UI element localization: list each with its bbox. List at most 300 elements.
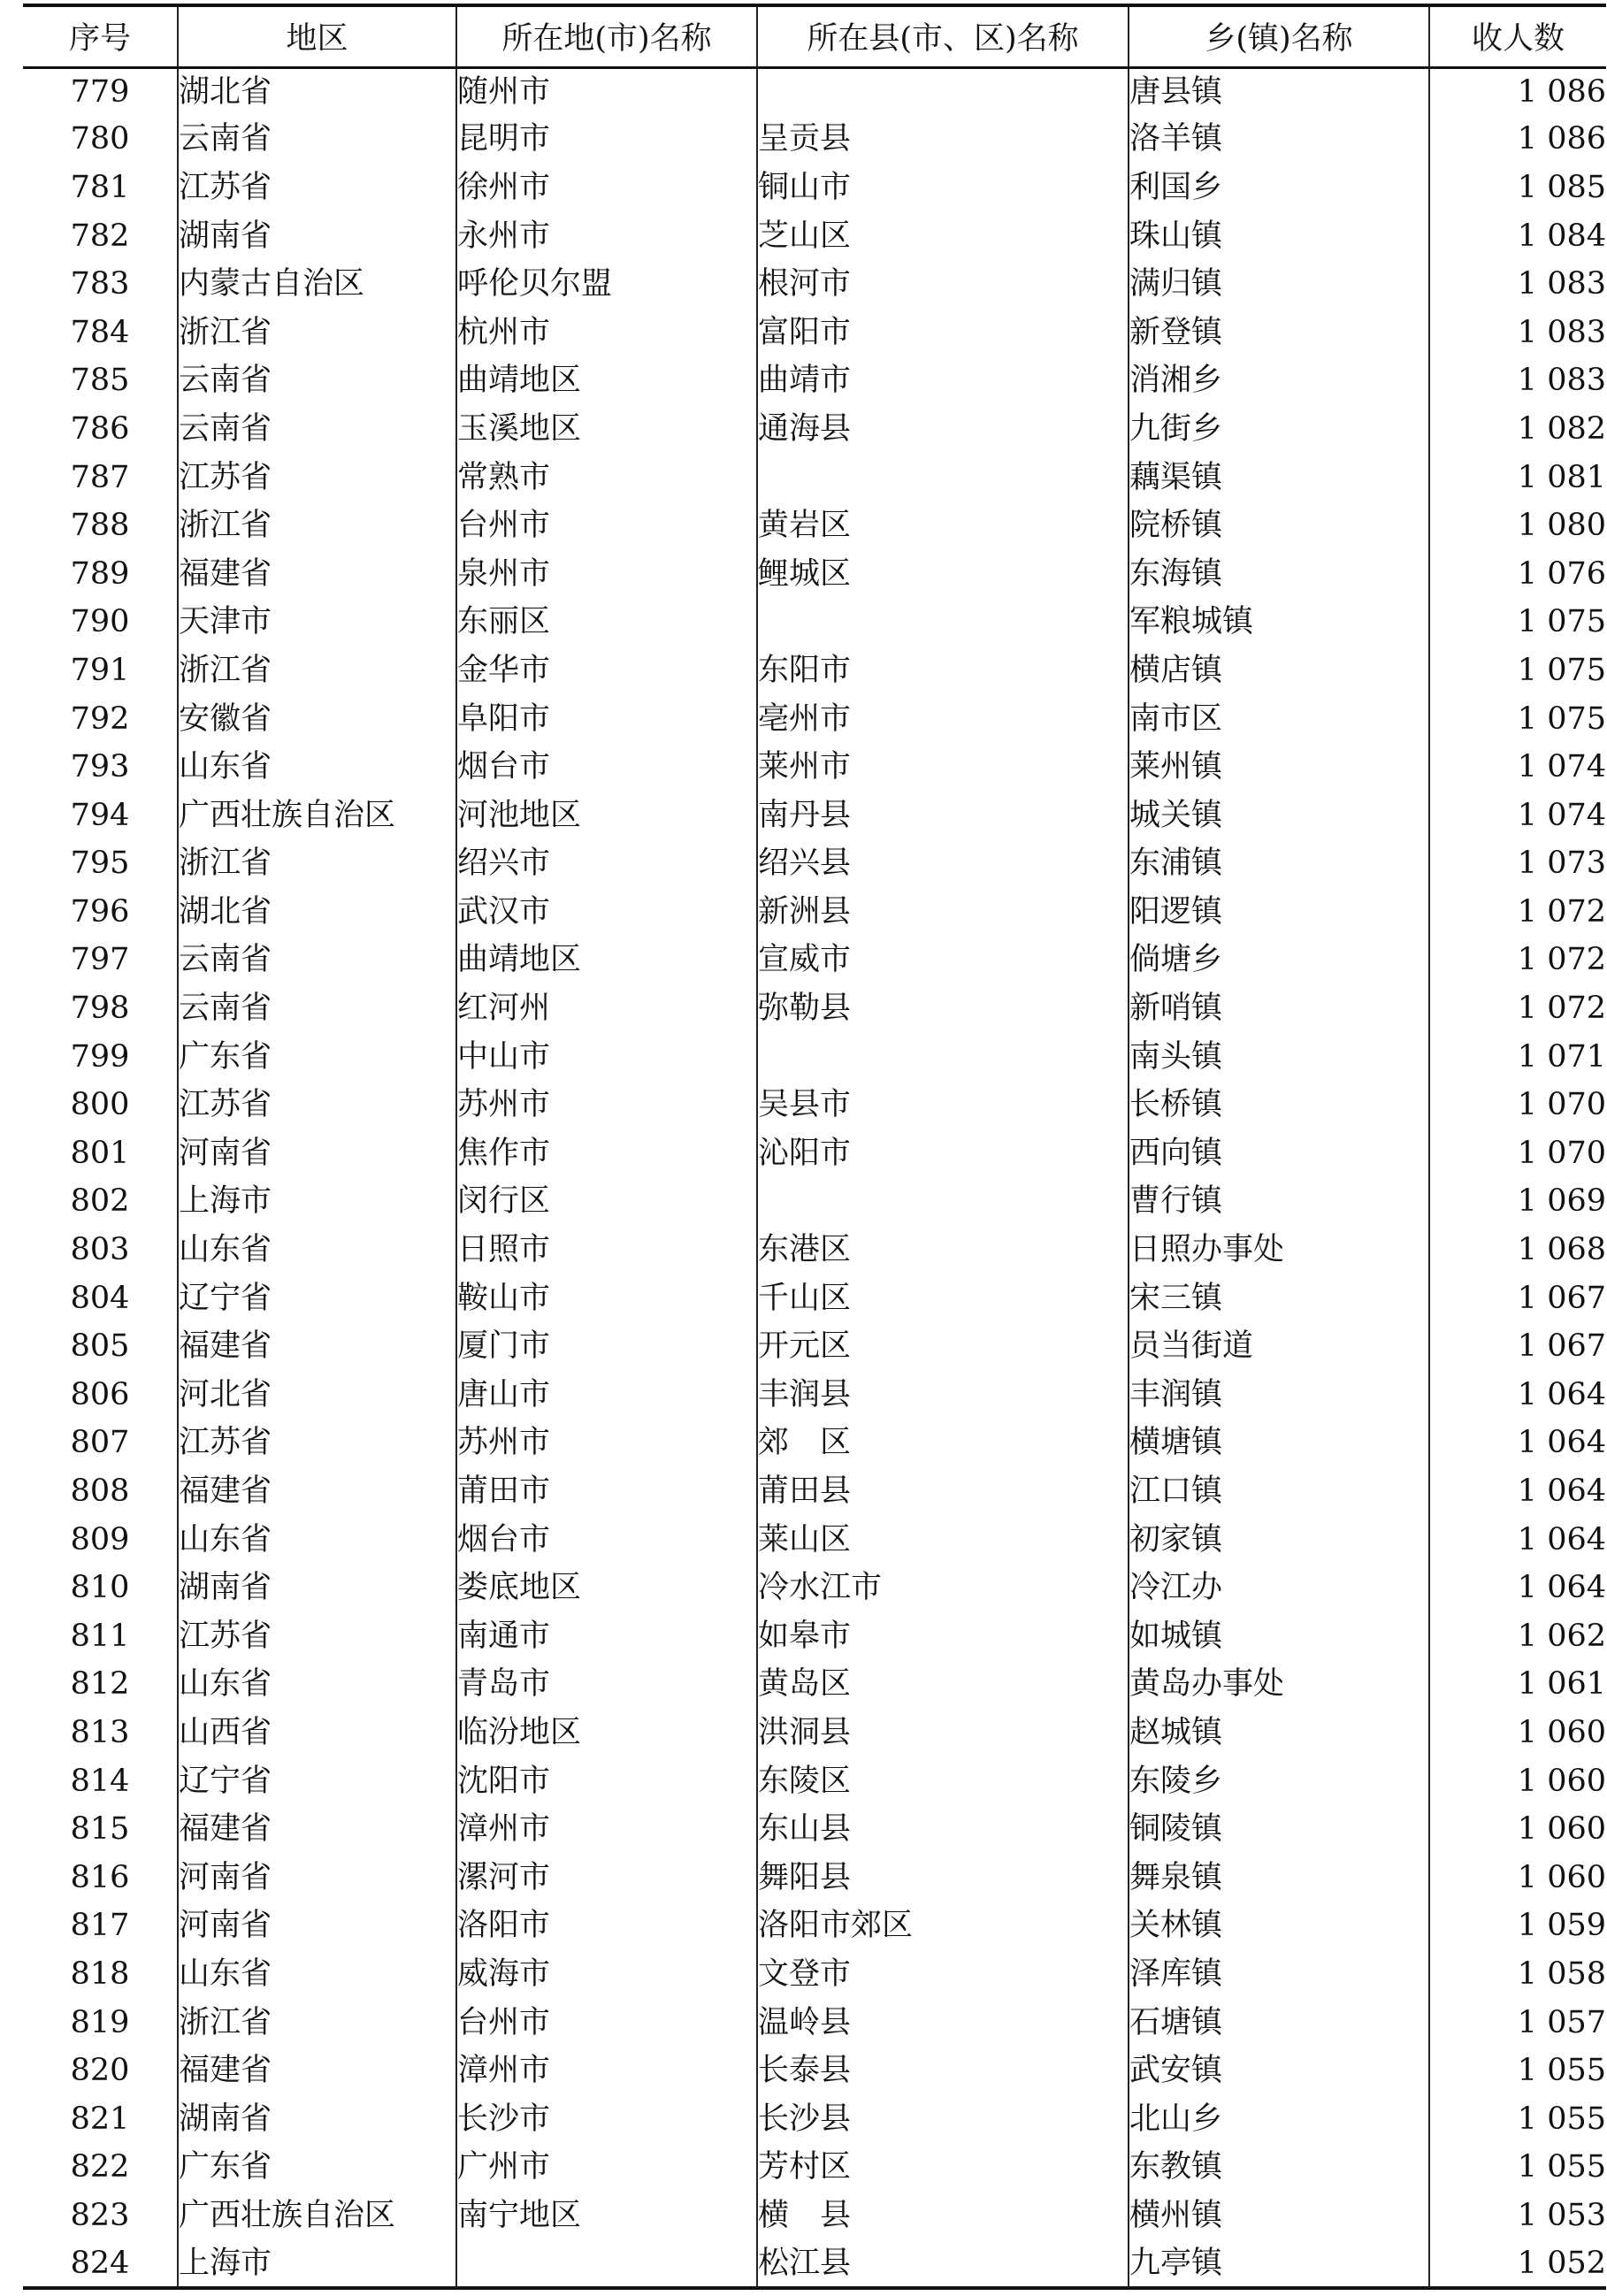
income-cell: 1 086: [1429, 67, 1606, 116]
town-cell: 珠山镇: [1129, 212, 1429, 261]
region-cell: 云南省: [178, 357, 456, 406]
seq-cell: 822: [23, 2144, 178, 2193]
county-cell: 亳州市: [757, 695, 1129, 744]
table-row: [23, 1757, 1606, 1806]
city-cell: [456, 2240, 757, 2289]
county-cell: 黄岛区: [757, 1661, 1129, 1710]
county-cell: 根河市: [757, 260, 1129, 309]
income-cell: 1 068: [1429, 1226, 1606, 1274]
county-cell: 吴县市: [757, 1081, 1129, 1129]
seq-cell: 815: [23, 1805, 178, 1854]
region-cell: 广东省: [178, 1033, 456, 1082]
income-cell: 1 053: [1429, 2192, 1606, 2240]
region-cell: 山东省: [178, 743, 456, 792]
region-cell: 浙江省: [178, 647, 456, 695]
county-cell: [757, 454, 1129, 502]
seq-cell: 790: [23, 599, 178, 647]
income-cell: 1 084: [1429, 212, 1606, 261]
city-cell: 随州市: [456, 67, 757, 116]
region-cell: 河南省: [178, 1129, 456, 1178]
table-row: [23, 2192, 1606, 2240]
table-row: [23, 1226, 1606, 1274]
income-cell: 1 072: [1429, 984, 1606, 1033]
seq-cell: 824: [23, 2240, 178, 2289]
table-body: [23, 67, 1606, 2288]
city-cell: 漳州市: [456, 2047, 757, 2095]
town-cell: 东陵乡: [1129, 1757, 1429, 1806]
seq-cell: 821: [23, 2095, 178, 2144]
header-county: 所在县(市、区)名称: [757, 5, 1129, 67]
region-cell: 湖北省: [178, 67, 456, 116]
region-cell: 江苏省: [178, 1081, 456, 1129]
county-cell: 莱山区: [757, 1516, 1129, 1565]
table-row: [23, 599, 1606, 647]
seq-cell: 818: [23, 1950, 178, 1999]
table-row: [23, 984, 1606, 1033]
region-cell: 广西壮族自治区: [178, 2192, 456, 2240]
city-cell: 金华市: [456, 647, 757, 695]
town-cell: 东浦镇: [1129, 840, 1429, 889]
town-cell: 院桥镇: [1129, 501, 1429, 550]
city-cell: 洛阳市: [456, 1902, 757, 1951]
county-cell: 黄岩区: [757, 501, 1129, 550]
county-cell: 呈贡县: [757, 116, 1129, 165]
seq-cell: 802: [23, 1178, 178, 1227]
income-cell: 1 064: [1429, 1516, 1606, 1565]
table-row: [23, 695, 1606, 744]
city-cell: 昆明市: [456, 116, 757, 165]
seq-cell: 793: [23, 743, 178, 792]
seq-cell: 812: [23, 1661, 178, 1710]
town-cell: 满归镇: [1129, 260, 1429, 309]
income-cell: 1 072: [1429, 888, 1606, 937]
table-row: [23, 2240, 1606, 2289]
city-cell: 红河州: [456, 984, 757, 1033]
county-cell: 丰润县: [757, 1371, 1129, 1420]
seq-cell: 816: [23, 1854, 178, 1902]
seq-cell: 803: [23, 1226, 178, 1274]
city-cell: 沈阳市: [456, 1757, 757, 1806]
county-cell: 东港区: [757, 1226, 1129, 1274]
region-cell: 安徽省: [178, 695, 456, 744]
seq-cell: 811: [23, 1612, 178, 1661]
city-cell: 阜阳市: [456, 695, 757, 744]
table-row: [23, 647, 1606, 695]
town-cell: 南市区: [1129, 695, 1429, 744]
income-cell: 1 064: [1429, 1467, 1606, 1516]
seq-cell: 785: [23, 357, 178, 406]
town-cell: 利国乡: [1129, 164, 1429, 212]
county-cell: 舞阳县: [757, 1854, 1129, 1902]
seq-cell: 804: [23, 1274, 178, 1323]
town-cell: 丰润镇: [1129, 1371, 1429, 1420]
town-cell: 消湘乡: [1129, 357, 1429, 406]
county-cell: 东阳市: [757, 647, 1129, 695]
region-cell: 河北省: [178, 1371, 456, 1420]
county-cell: 松江县: [757, 2240, 1129, 2289]
county-cell: 弥勒县: [757, 984, 1129, 1033]
income-cell: 1 069: [1429, 1178, 1606, 1227]
seq-cell: 798: [23, 984, 178, 1033]
region-cell: 云南省: [178, 984, 456, 1033]
city-cell: 广州市: [456, 2144, 757, 2193]
town-cell: 员当街道: [1129, 1322, 1429, 1371]
income-cell: 1 074: [1429, 743, 1606, 792]
region-cell: 江苏省: [178, 1420, 456, 1468]
seq-cell: 813: [23, 1709, 178, 1757]
town-cell: 西向镇: [1129, 1129, 1429, 1178]
seq-cell: 797: [23, 937, 178, 985]
county-cell: 芝山区: [757, 212, 1129, 261]
county-cell: 富阳市: [757, 309, 1129, 357]
income-cell: 1 071: [1429, 1033, 1606, 1082]
income-table: [23, 4, 1606, 2290]
city-cell: 焦作市: [456, 1129, 757, 1178]
table-row: [23, 1081, 1606, 1129]
table-row: [23, 1661, 1606, 1710]
seq-cell: 784: [23, 309, 178, 357]
county-cell: 宣威市: [757, 937, 1129, 985]
seq-cell: 800: [23, 1081, 178, 1129]
city-cell: 威海市: [456, 1950, 757, 1999]
table-row: [23, 67, 1606, 116]
table-row: [23, 164, 1606, 212]
table-row: [23, 116, 1606, 165]
income-cell: 1 059: [1429, 1902, 1606, 1951]
city-cell: 娄底地区: [456, 1564, 757, 1612]
seq-cell: 820: [23, 2047, 178, 2095]
table-row: [23, 1854, 1606, 1902]
town-cell: 冷江办: [1129, 1564, 1429, 1612]
seq-cell: 789: [23, 550, 178, 599]
county-cell: 郊 区: [757, 1420, 1129, 1468]
income-cell: 1 064: [1429, 1564, 1606, 1612]
city-cell: 唐山市: [456, 1371, 757, 1420]
seq-cell: 787: [23, 454, 178, 502]
county-cell: 千山区: [757, 1274, 1129, 1323]
county-cell: 东陵区: [757, 1757, 1129, 1806]
income-cell: 1 083: [1429, 309, 1606, 357]
region-cell: 河南省: [178, 1854, 456, 1902]
income-cell: 1 082: [1429, 405, 1606, 454]
city-cell: 常熟市: [456, 454, 757, 502]
region-cell: 天津市: [178, 599, 456, 647]
table-row: [23, 1178, 1606, 1227]
income-cell: 1 062: [1429, 1612, 1606, 1661]
town-cell: 日照办事处: [1129, 1226, 1429, 1274]
region-cell: 湖北省: [178, 888, 456, 937]
table-header: [23, 5, 1606, 67]
region-cell: 上海市: [178, 1178, 456, 1227]
region-cell: 江苏省: [178, 454, 456, 502]
city-cell: 呼伦贝尔盟: [456, 260, 757, 309]
seq-cell: 792: [23, 695, 178, 744]
table-row: [23, 888, 1606, 937]
city-cell: 苏州市: [456, 1420, 757, 1468]
region-cell: 山西省: [178, 1709, 456, 1757]
city-cell: 永州市: [456, 212, 757, 261]
region-cell: 云南省: [178, 405, 456, 454]
seq-cell: 808: [23, 1467, 178, 1516]
seq-cell: 796: [23, 888, 178, 937]
town-cell: 城关镇: [1129, 792, 1429, 840]
town-cell: 武安镇: [1129, 2047, 1429, 2095]
town-cell: 横塘镇: [1129, 1420, 1429, 1468]
town-cell: 如城镇: [1129, 1612, 1429, 1661]
county-cell: 绍兴县: [757, 840, 1129, 889]
town-cell: 铜陵镇: [1129, 1805, 1429, 1854]
header-row: [23, 5, 1606, 67]
table-row: [23, 2144, 1606, 2193]
table-row: [23, 1420, 1606, 1468]
region-cell: 浙江省: [178, 1999, 456, 2047]
county-cell: 如皋市: [757, 1612, 1129, 1661]
region-cell: 浙江省: [178, 840, 456, 889]
town-cell: 九街乡: [1129, 405, 1429, 454]
town-cell: 莱州镇: [1129, 743, 1429, 792]
table-row: [23, 2095, 1606, 2144]
income-cell: 1 064: [1429, 1371, 1606, 1420]
table-row: [23, 1033, 1606, 1082]
city-cell: 莆田市: [456, 1467, 757, 1516]
town-cell: 东海镇: [1129, 550, 1429, 599]
income-cell: 1 060: [1429, 1709, 1606, 1757]
income-cell: 1 083: [1429, 260, 1606, 309]
county-cell: 莆田县: [757, 1467, 1129, 1516]
table-row: [23, 454, 1606, 502]
county-cell: 长泰县: [757, 2047, 1129, 2095]
income-cell: 1 081: [1429, 454, 1606, 502]
city-cell: 武汉市: [456, 888, 757, 937]
town-cell: 横店镇: [1129, 647, 1429, 695]
region-cell: 上海市: [178, 2240, 456, 2289]
income-cell: 1 067: [1429, 1322, 1606, 1371]
city-cell: 鞍山市: [456, 1274, 757, 1323]
county-cell: 温岭县: [757, 1999, 1129, 2047]
seq-cell: 782: [23, 212, 178, 261]
region-cell: 内蒙古自治区: [178, 260, 456, 309]
seq-cell: 817: [23, 1902, 178, 1951]
seq-cell: 781: [23, 164, 178, 212]
town-cell: 宋三镇: [1129, 1274, 1429, 1323]
city-cell: 苏州市: [456, 1081, 757, 1129]
town-cell: 泽库镇: [1129, 1950, 1429, 1999]
table-row: [23, 212, 1606, 261]
seq-cell: 809: [23, 1516, 178, 1565]
region-cell: 浙江省: [178, 309, 456, 357]
seq-cell: 788: [23, 501, 178, 550]
town-cell: 曹行镇: [1129, 1178, 1429, 1227]
region-cell: 山东省: [178, 1950, 456, 1999]
income-cell: 1 060: [1429, 1757, 1606, 1806]
town-cell: 舞泉镇: [1129, 1854, 1429, 1902]
city-cell: 河池地区: [456, 792, 757, 840]
county-cell: 冷水江市: [757, 1564, 1129, 1612]
table-row: [23, 1129, 1606, 1178]
city-cell: 长沙市: [456, 2095, 757, 2144]
city-cell: 杭州市: [456, 309, 757, 357]
county-cell: 沁阳市: [757, 1129, 1129, 1178]
region-cell: 山东省: [178, 1226, 456, 1274]
town-cell: 九亭镇: [1129, 2240, 1429, 2289]
town-cell: 倘塘乡: [1129, 937, 1429, 985]
region-cell: 湖南省: [178, 2095, 456, 2144]
table-row: [23, 357, 1606, 406]
income-cell: 1 055: [1429, 2047, 1606, 2095]
city-cell: 漯河市: [456, 1854, 757, 1902]
region-cell: 湖南省: [178, 212, 456, 261]
seq-cell: 810: [23, 1564, 178, 1612]
table-row: [23, 260, 1606, 309]
region-cell: 江苏省: [178, 164, 456, 212]
seq-cell: 786: [23, 405, 178, 454]
header-city: 所在地(市)名称: [456, 5, 757, 67]
income-cell: 1 057: [1429, 1999, 1606, 2047]
income-cell: 1 070: [1429, 1129, 1606, 1178]
county-cell: 文登市: [757, 1950, 1129, 1999]
region-cell: 江苏省: [178, 1612, 456, 1661]
seq-cell: 805: [23, 1322, 178, 1371]
county-cell: [757, 1178, 1129, 1227]
income-cell: 1 052: [1429, 2240, 1606, 2289]
region-cell: 辽宁省: [178, 1757, 456, 1806]
town-cell: 赵城镇: [1129, 1709, 1429, 1757]
region-cell: 福建省: [178, 1322, 456, 1371]
income-cell: 1 067: [1429, 1274, 1606, 1323]
county-cell: [757, 1033, 1129, 1082]
seq-cell: 779: [23, 67, 178, 116]
income-cell: 1 086: [1429, 116, 1606, 165]
region-cell: 福建省: [178, 2047, 456, 2095]
income-cell: 1 076: [1429, 550, 1606, 599]
city-cell: 台州市: [456, 1999, 757, 2047]
income-cell: 1 075: [1429, 647, 1606, 695]
city-cell: 烟台市: [456, 1516, 757, 1565]
table-row: [23, 1322, 1606, 1371]
town-cell: 藕渠镇: [1129, 454, 1429, 502]
income-cell: 1 061: [1429, 1661, 1606, 1710]
county-cell: 新洲县: [757, 888, 1129, 937]
seq-cell: 801: [23, 1129, 178, 1178]
income-cell: 1 060: [1429, 1805, 1606, 1854]
town-cell: 新登镇: [1129, 309, 1429, 357]
seq-cell: 799: [23, 1033, 178, 1082]
county-cell: 开元区: [757, 1322, 1129, 1371]
table-row: [23, 1516, 1606, 1565]
city-cell: 中山市: [456, 1033, 757, 1082]
town-cell: 关林镇: [1129, 1902, 1429, 1951]
seq-cell: 823: [23, 2192, 178, 2240]
town-cell: 江口镇: [1129, 1467, 1429, 1516]
table-row: [23, 1274, 1606, 1323]
city-cell: 南宁地区: [456, 2192, 757, 2240]
county-cell: 洪洞县: [757, 1709, 1129, 1757]
seq-cell: 795: [23, 840, 178, 889]
seq-cell: 807: [23, 1420, 178, 1468]
city-cell: 日照市: [456, 1226, 757, 1274]
county-cell: [757, 67, 1129, 116]
seq-cell: 791: [23, 647, 178, 695]
region-cell: 湖南省: [178, 1564, 456, 1612]
county-cell: 铜山市: [757, 164, 1129, 212]
table-row: [23, 792, 1606, 840]
income-cell: 1 073: [1429, 840, 1606, 889]
income-cell: 1 080: [1429, 501, 1606, 550]
seq-cell: 806: [23, 1371, 178, 1420]
income-cell: 1 075: [1429, 599, 1606, 647]
income-cell: 1 055: [1429, 2095, 1606, 2144]
city-cell: 烟台市: [456, 743, 757, 792]
table-row: [23, 1371, 1606, 1420]
region-cell: 广西壮族自治区: [178, 792, 456, 840]
table-row: [23, 550, 1606, 599]
town-cell: 南头镇: [1129, 1033, 1429, 1082]
region-cell: 山东省: [178, 1516, 456, 1565]
income-cell: 1 070: [1429, 1081, 1606, 1129]
table-row: [23, 1999, 1606, 2047]
city-cell: 厦门市: [456, 1322, 757, 1371]
county-cell: 曲靖市: [757, 357, 1129, 406]
county-cell: 鲤城区: [757, 550, 1129, 599]
table-row: [23, 1612, 1606, 1661]
income-cell: 1 064: [1429, 1420, 1606, 1468]
town-cell: 东教镇: [1129, 2144, 1429, 2193]
region-cell: 云南省: [178, 116, 456, 165]
city-cell: 漳州市: [456, 1805, 757, 1854]
county-cell: [757, 599, 1129, 647]
town-cell: 黄岛办事处: [1129, 1661, 1429, 1710]
town-cell: 北山乡: [1129, 2095, 1429, 2144]
city-cell: 玉溪地区: [456, 405, 757, 454]
seq-cell: 783: [23, 260, 178, 309]
region-cell: 河南省: [178, 1902, 456, 1951]
income-cell: 1 072: [1429, 937, 1606, 985]
income-cell: 1 060: [1429, 1854, 1606, 1902]
region-cell: 云南省: [178, 937, 456, 985]
county-cell: 通海县: [757, 405, 1129, 454]
town-cell: 新哨镇: [1129, 984, 1429, 1033]
town-cell: 石塘镇: [1129, 1999, 1429, 2047]
seq-cell: 780: [23, 116, 178, 165]
table-row: [23, 937, 1606, 985]
header-region: 地区: [178, 5, 456, 67]
county-cell: 芳村区: [757, 2144, 1129, 2193]
table-row: [23, 501, 1606, 550]
city-cell: 泉州市: [456, 550, 757, 599]
county-cell: 长沙县: [757, 2095, 1129, 2144]
region-cell: 福建省: [178, 1805, 456, 1854]
city-cell: 绍兴市: [456, 840, 757, 889]
header-town: 乡(镇)名称: [1129, 5, 1429, 67]
region-cell: 福建省: [178, 550, 456, 599]
region-cell: 辽宁省: [178, 1274, 456, 1323]
income-cell: 1 058: [1429, 1950, 1606, 1999]
table-row: [23, 1950, 1606, 1999]
seq-cell: 819: [23, 1999, 178, 2047]
income-cell: 1 083: [1429, 357, 1606, 406]
seq-cell: 814: [23, 1757, 178, 1806]
table-row: [23, 743, 1606, 792]
city-cell: 青岛市: [456, 1661, 757, 1710]
table-row: [23, 405, 1606, 454]
table-row: [23, 1709, 1606, 1757]
table-row: [23, 1467, 1606, 1516]
town-cell: 阳逻镇: [1129, 888, 1429, 937]
region-cell: 山东省: [178, 1661, 456, 1710]
region-cell: 广东省: [178, 2144, 456, 2193]
region-cell: 福建省: [178, 1467, 456, 1516]
county-cell: 莱州市: [757, 743, 1129, 792]
